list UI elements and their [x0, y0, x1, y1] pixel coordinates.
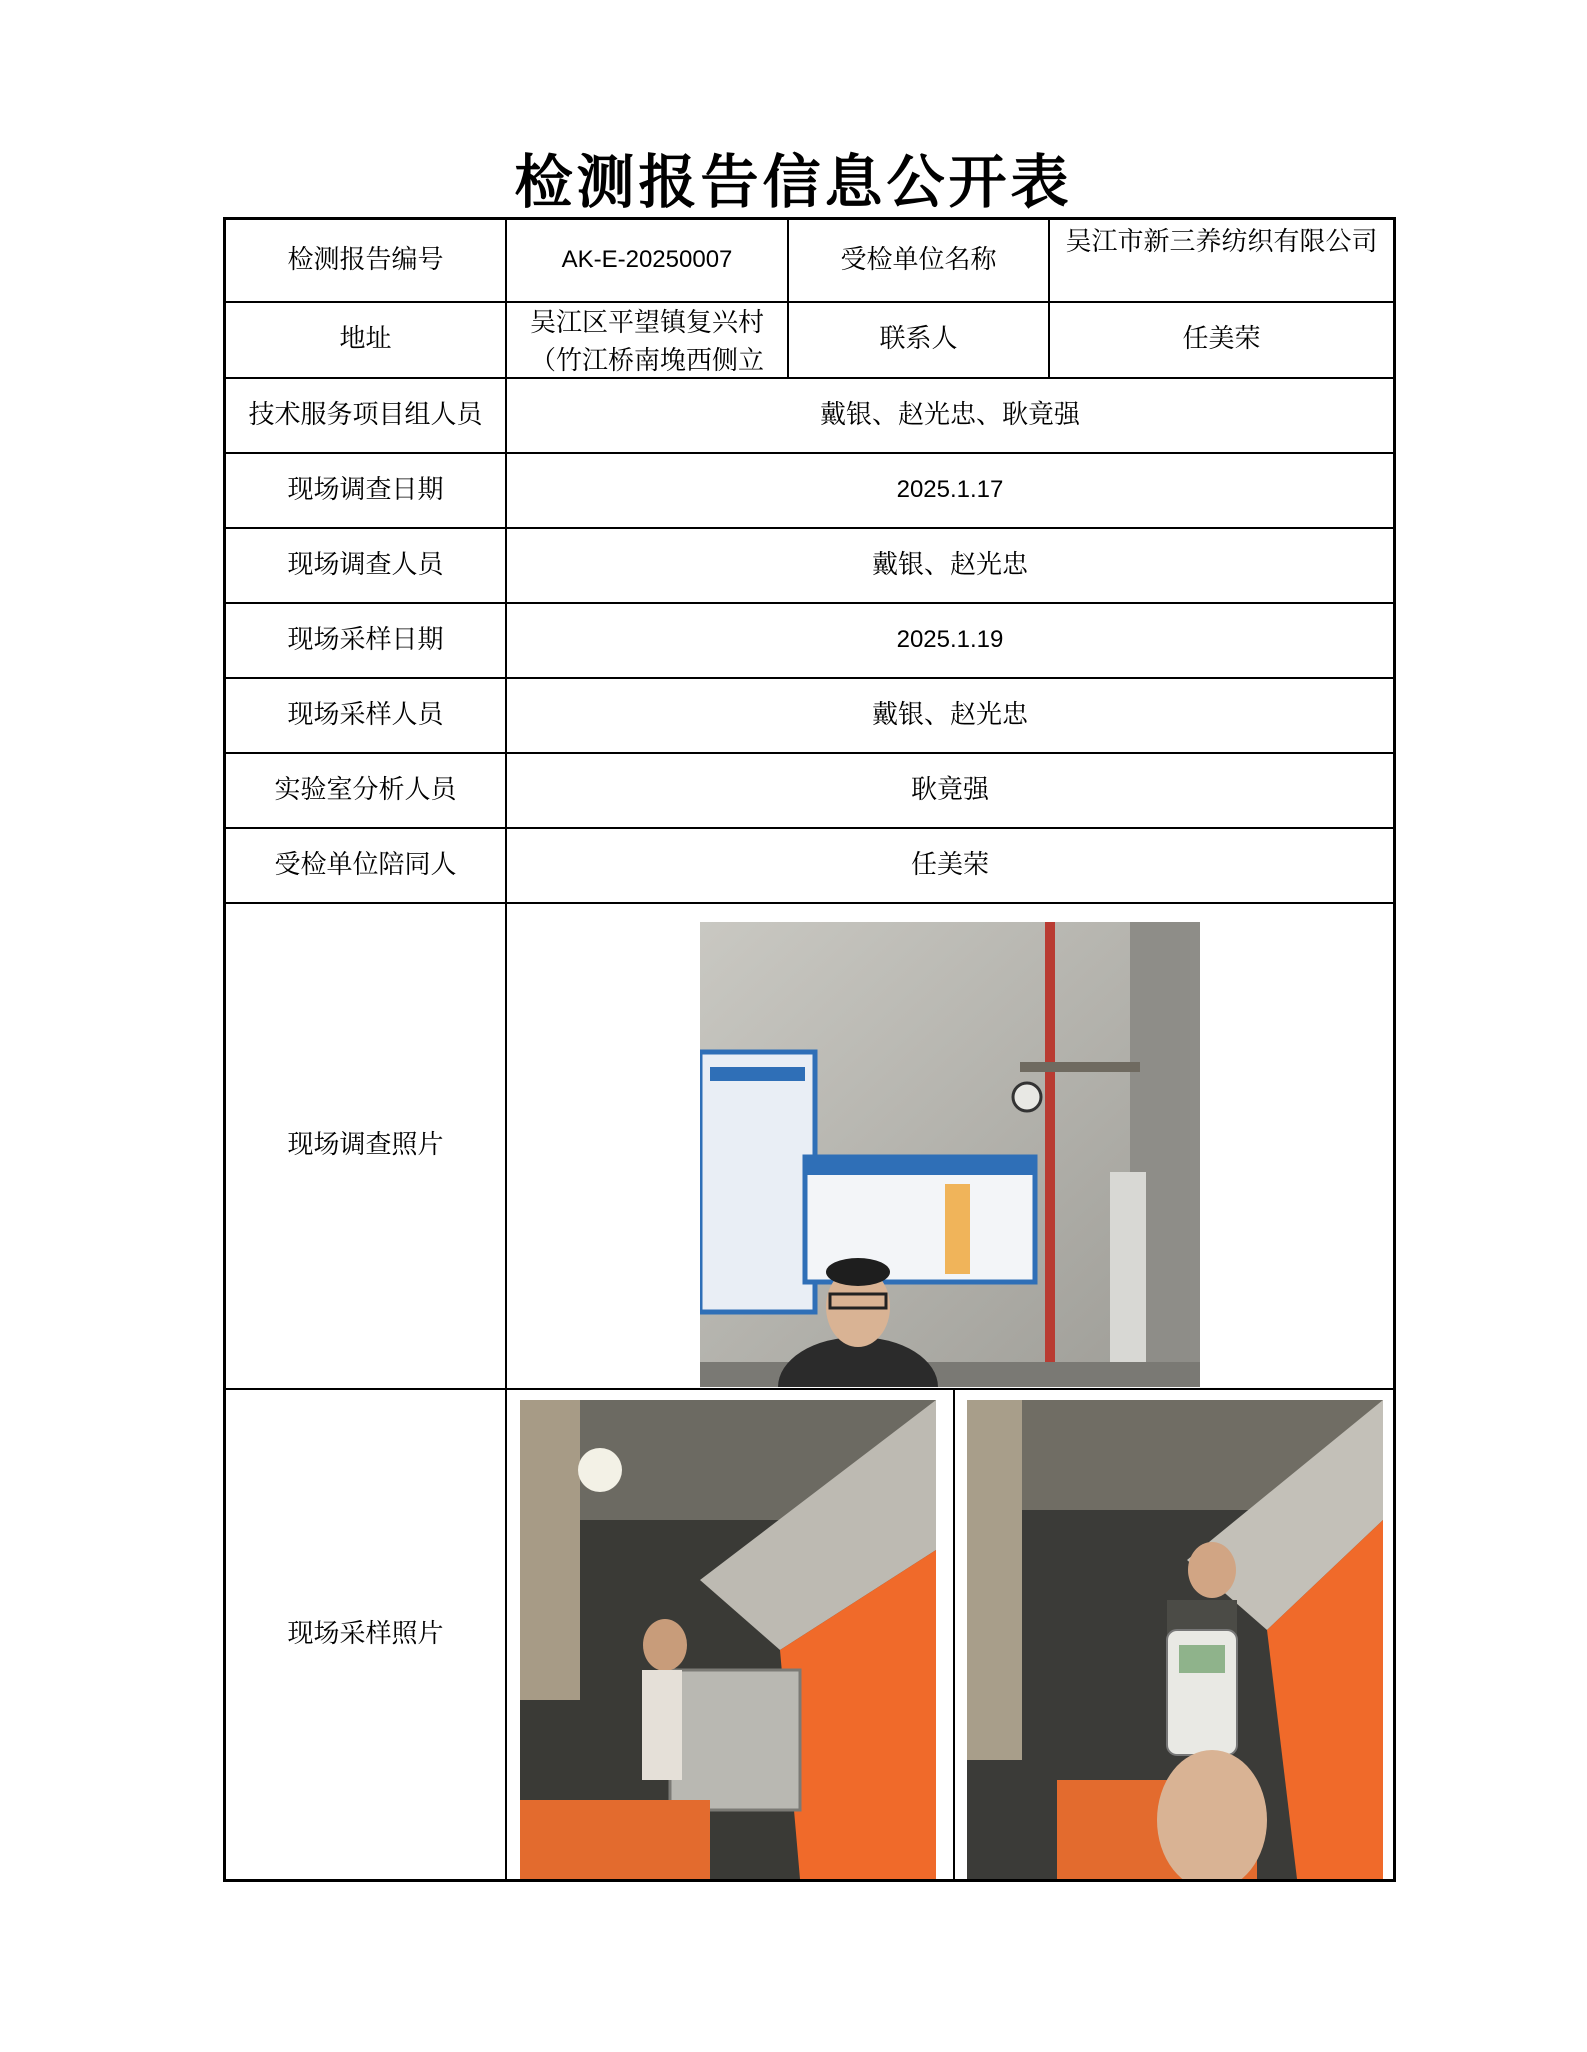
address-value: 吴江区平望镇复兴村（竹江桥南堍西侧立	[529, 308, 764, 376]
unit-name-label: 受检单位名称	[840, 244, 997, 275]
row-label: 现场调查人员	[287, 549, 444, 580]
row-label: 受检单位陪同人	[274, 849, 457, 880]
survey-photo	[700, 922, 1200, 1387]
row-label: 现场采样日期	[287, 624, 444, 655]
row-label: 现场采样人员	[287, 699, 444, 730]
unit-name-value: 吴江市新三养纺织有限公司	[1065, 227, 1378, 257]
page-title: 检测报告信息公开表	[514, 148, 1073, 216]
column-divider	[953, 1389, 955, 1882]
contact-label: 联系人	[879, 324, 958, 355]
row-value: 任美荣	[910, 849, 989, 880]
report-no-label: 检测报告编号	[287, 244, 444, 275]
sampling-photo-left	[520, 1400, 936, 1879]
row-value: 2025.1.19	[896, 626, 1004, 654]
survey-photo-label: 现场调查照片	[287, 1130, 444, 1161]
row-label: 现场调查日期	[287, 474, 444, 505]
row-value: 戴银、赵光忠	[871, 549, 1028, 580]
sampling-photo-label: 现场采样照片	[287, 1618, 444, 1649]
row-value: 2025.1.17	[896, 476, 1004, 504]
address-label: 地址	[339, 324, 392, 355]
row-value: 戴银、赵光忠	[871, 699, 1028, 730]
report-no-value: AK-E-20250007	[561, 246, 733, 274]
sampling-photo-right	[967, 1400, 1383, 1879]
row-value: 耿竟强	[910, 774, 989, 805]
row-label: 技术服务项目组人员	[248, 399, 483, 430]
row-label: 实验室分析人员	[274, 774, 457, 805]
row-value: 戴银、赵光忠、耿竟强	[819, 399, 1080, 430]
contact-value: 任美荣	[1182, 324, 1261, 355]
